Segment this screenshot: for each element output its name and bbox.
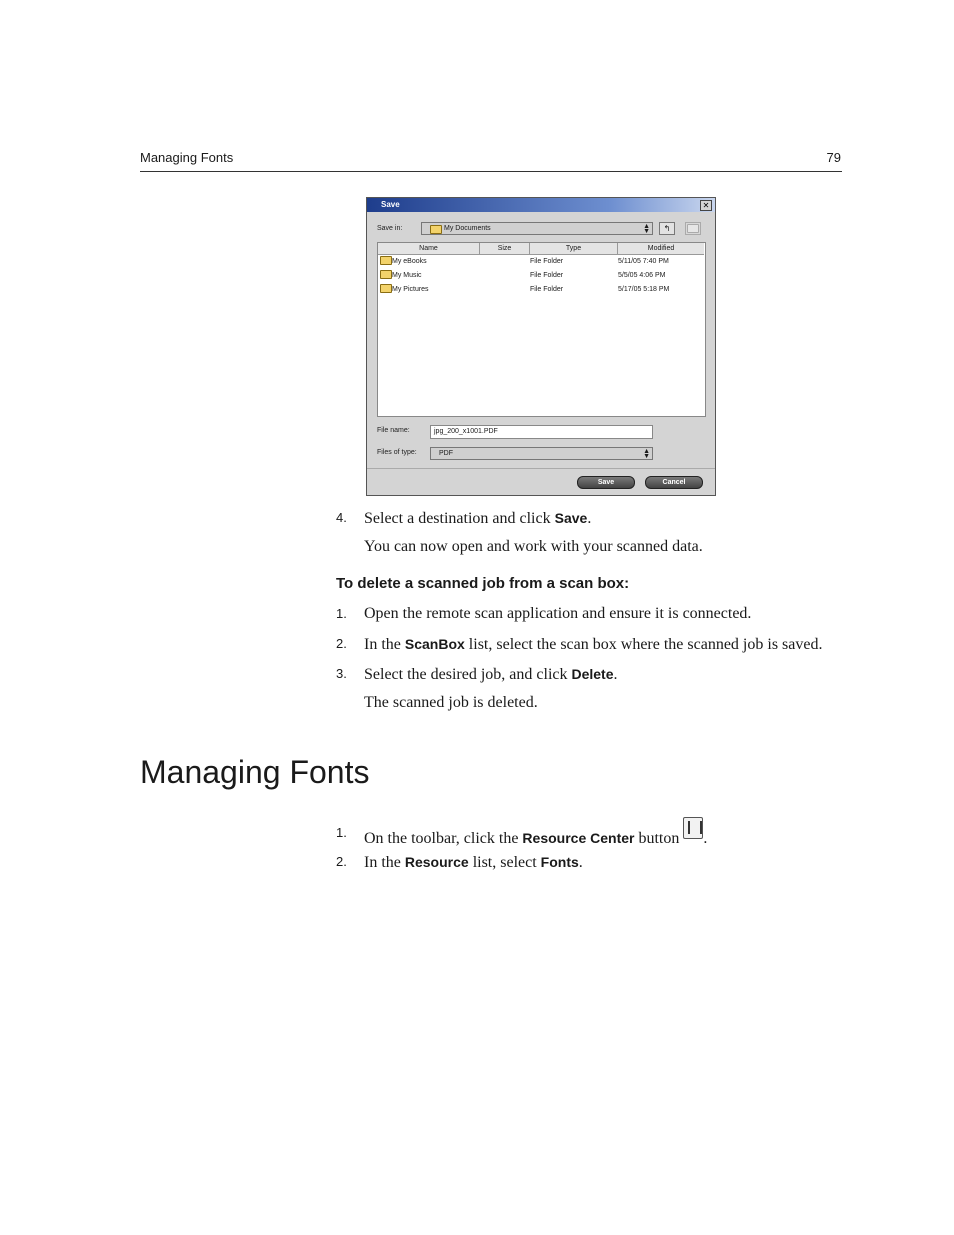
save-in-select[interactable] bbox=[421, 222, 653, 235]
step-number: 4. bbox=[336, 510, 347, 525]
file-list[interactable] bbox=[377, 242, 706, 417]
column-header-size[interactable]: Size bbox=[480, 243, 530, 255]
list-item[interactable] bbox=[378, 270, 705, 282]
save-dialog bbox=[366, 197, 716, 496]
fonts-step-2 bbox=[336, 852, 583, 872]
folder-icon bbox=[380, 270, 392, 279]
new-folder-button[interactable] bbox=[685, 222, 701, 235]
step-text-mid: button bbox=[634, 830, 684, 847]
delete-step-3 bbox=[336, 664, 618, 684]
close-icon[interactable]: ✕ bbox=[700, 200, 712, 211]
step-number: 1. bbox=[336, 825, 347, 840]
step-text: On the toolbar, click the bbox=[364, 830, 523, 847]
list-item-type: File Folder bbox=[530, 258, 564, 265]
ui-term-delete: Delete bbox=[571, 666, 614, 682]
page-number: 79 bbox=[826, 150, 841, 165]
folder-icon bbox=[380, 256, 392, 265]
dialog-title: Save bbox=[381, 200, 400, 209]
delete-step-2 bbox=[336, 634, 823, 654]
step-number: 3. bbox=[336, 666, 347, 681]
list-item-modified: 5/17/05 5:18 PM bbox=[618, 286, 670, 293]
ui-term-save: Save bbox=[554, 510, 588, 526]
save-in-value: My Documents bbox=[444, 225, 491, 232]
files-of-type-label: Files of type: bbox=[377, 449, 417, 456]
folder-icon bbox=[380, 284, 392, 293]
step-text: In the bbox=[364, 854, 405, 871]
step-text-end: . bbox=[613, 666, 618, 683]
step-text-end: list, select the scan box where the scanned job is saved. bbox=[464, 636, 823, 653]
step-text-end: . bbox=[703, 830, 708, 847]
up-folder-button[interactable] bbox=[659, 222, 675, 235]
resource-center-icon bbox=[683, 817, 703, 839]
step-text-mid: list, select bbox=[468, 854, 541, 871]
ui-term-fonts: Fonts bbox=[540, 854, 579, 870]
step-text-end: . bbox=[587, 510, 592, 527]
folder-icon bbox=[430, 225, 442, 234]
running-header-title: Managing Fonts bbox=[140, 150, 234, 165]
header-rule bbox=[140, 171, 842, 172]
new-folder-icon bbox=[687, 224, 699, 233]
list-item-type: File Folder bbox=[530, 286, 564, 293]
dialog-title-bar bbox=[367, 198, 715, 212]
updown-arrow-icon: ▲ ▼ bbox=[643, 448, 650, 460]
list-item[interactable] bbox=[378, 284, 705, 296]
column-header-modified[interactable]: Modified bbox=[618, 243, 704, 255]
step-text: Select a destination and click bbox=[364, 510, 555, 527]
list-item-modified: 5/5/05 4:06 PM bbox=[618, 272, 666, 279]
ui-term-scanbox: ScanBox bbox=[404, 636, 465, 652]
section-heading: Managing Fonts bbox=[140, 754, 370, 790]
files-of-type-value: PDF bbox=[439, 450, 453, 457]
step-text-end: . bbox=[578, 854, 583, 871]
list-item-type: File Folder bbox=[530, 272, 564, 279]
step-text: Select the desired job, and click bbox=[364, 666, 572, 683]
updown-arrow-icon: ▲ ▼ bbox=[643, 223, 650, 235]
file-name-label: File name: bbox=[377, 427, 410, 434]
step-4 bbox=[336, 508, 592, 528]
up-folder-icon: ↰ bbox=[663, 224, 671, 233]
delete-step-1 bbox=[336, 604, 752, 624]
files-of-type-select[interactable] bbox=[430, 447, 653, 460]
step-number: 1. bbox=[336, 606, 347, 621]
list-item-name: My eBooks bbox=[392, 258, 427, 265]
step-number: 2. bbox=[336, 636, 347, 651]
procedure-heading: To delete a scanned job from a scan box: bbox=[336, 575, 630, 592]
list-item-modified: 5/11/05 7:40 PM bbox=[618, 258, 669, 265]
ui-term-resource-center: Resource Center bbox=[522, 830, 635, 846]
list-item-name: My Pictures bbox=[392, 286, 429, 293]
ui-term-resource: Resource bbox=[404, 854, 469, 870]
step-text: Open the remote scan application and ensure it is connected. bbox=[364, 605, 752, 622]
button-divider bbox=[367, 468, 715, 469]
list-item-name: My Music bbox=[392, 272, 422, 279]
step-number: 2. bbox=[336, 854, 347, 869]
list-item[interactable] bbox=[378, 256, 705, 268]
save-button[interactable]: Save bbox=[577, 476, 635, 489]
file-name-input[interactable]: jpg_200_x1001.PDF bbox=[430, 425, 653, 439]
cancel-button[interactable]: Cancel bbox=[645, 476, 703, 489]
step-text: In the bbox=[364, 636, 405, 653]
delete-result: The scanned job is deleted. bbox=[364, 694, 538, 711]
fonts-step-1 bbox=[336, 823, 708, 847]
column-header-type[interactable]: Type bbox=[530, 243, 618, 255]
save-in-label: Save in: bbox=[377, 225, 403, 232]
column-header-name[interactable]: Name bbox=[378, 243, 480, 255]
step-4-result: You can now open and work with your scanned data. bbox=[364, 538, 703, 555]
